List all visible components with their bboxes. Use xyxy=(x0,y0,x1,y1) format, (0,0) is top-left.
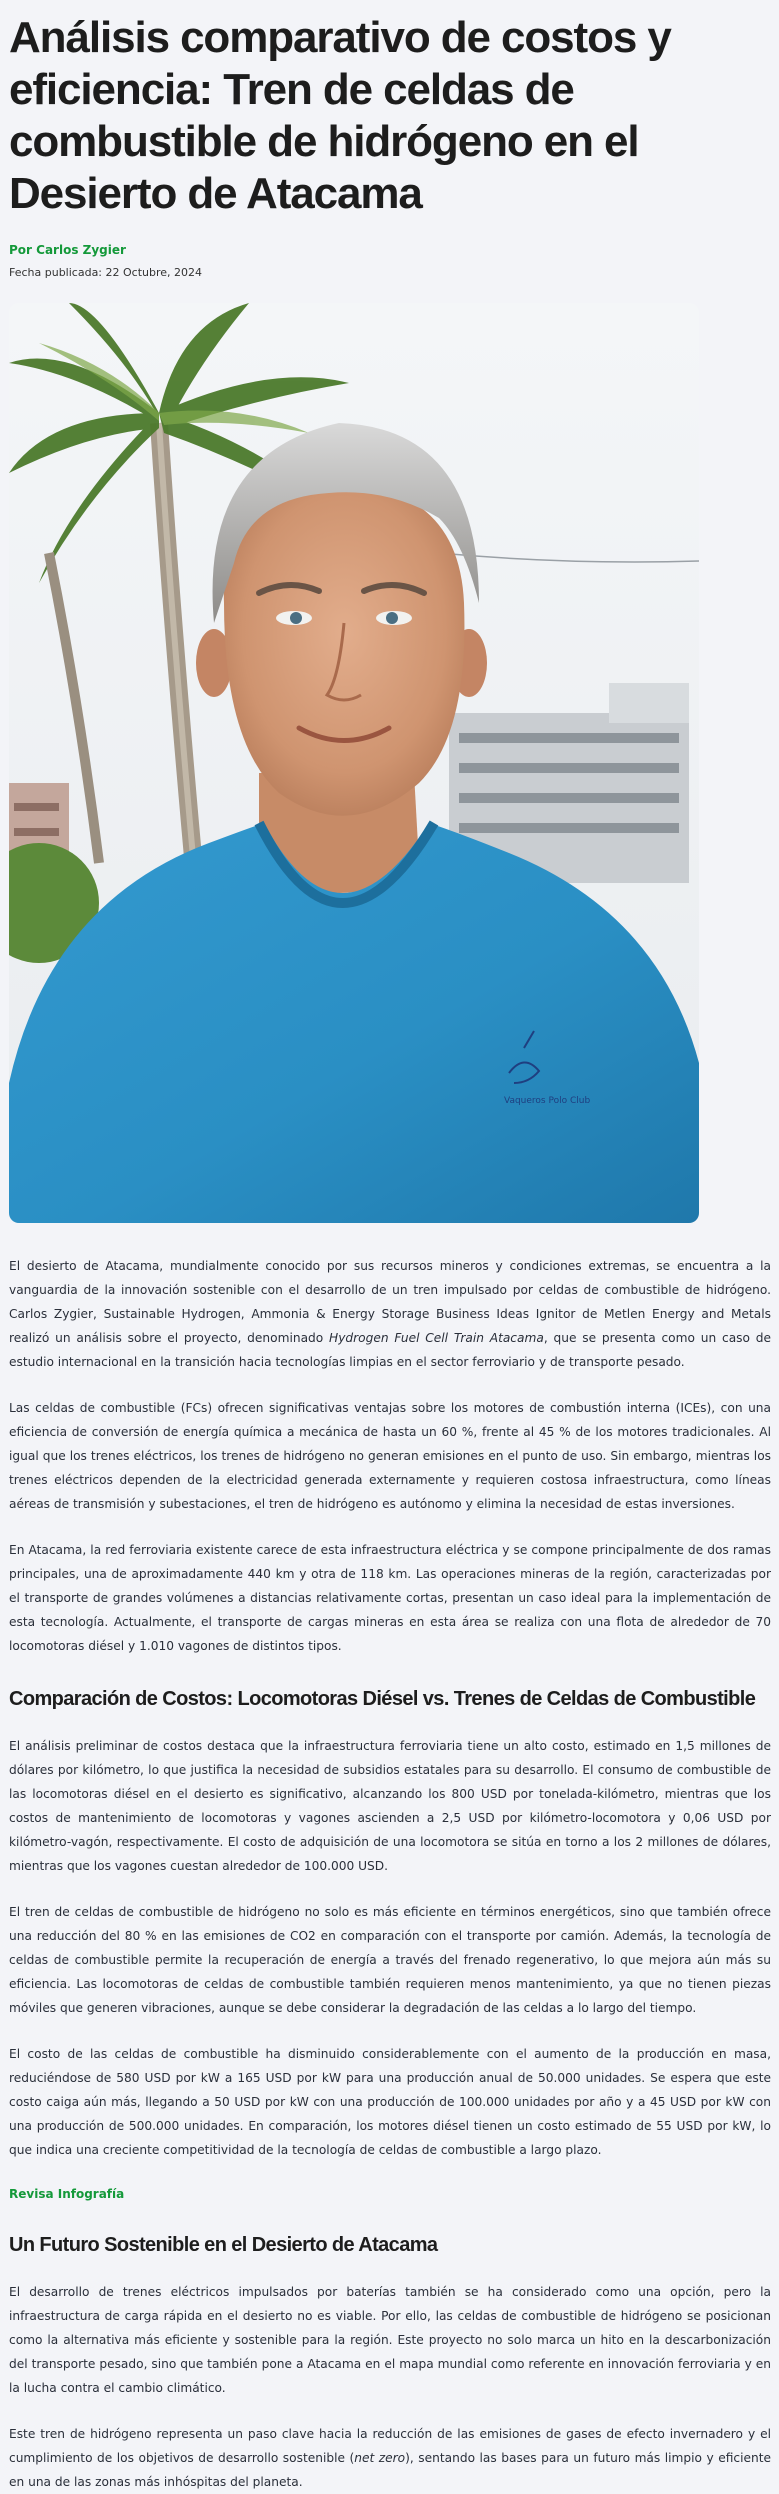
article-body xyxy=(9,1254,771,2494)
heading-sustainable-future: Un Futuro Sostenible en el Desierto de Atacama xyxy=(9,2234,438,2256)
publish-date: Fecha publicada: 22 Octubre, 2024 xyxy=(9,266,203,279)
paragraph-intro-text-a: El desierto de Atacama, mundialmente conocido por sus recursos mineros y condiciones extremas, se encuentra a la vanguardia de la innovación sostenible con el desarrollo de un tren impulsado por celdas de combustible de hidrógeno. Carlos Zygier, Sustainable Hydrogen, Ammonia & Energy Storage Business Ideas Ignitor de Metlen Energy and Metals realizó un análisis sobre el proyecto, denominado xyxy=(9,1259,771,1345)
article-author[interactable]: Por Carlos Zygier xyxy=(9,243,126,257)
paragraph-efficiency: El tren de celdas de combustible de hidrógeno no solo es más eficiente en términos energéticos, sino que también ofrece una reducción del 80 % en las emisiones de CO2 en comparación con el transporte por camión. Además, la tecnología de celdas de combustible permite la recuperación de energía a través del frenado regenerativo, lo que mejora aún más su eficiencia. Las locomotoras de celdas de combustible también requieren menos mantenimiento, ya que no tienen piezas móviles que generen vibraciones, aunque se debe considerar la degradación de las celdas a lo largo del tiempo. xyxy=(9,1905,771,2015)
paragraph-intro xyxy=(9,1254,771,1374)
project-name: Hydrogen Fuel Cell Train Atacama xyxy=(329,1331,544,1345)
shirt-logo-small: Vaqueros Polo Club xyxy=(504,1096,591,1106)
paragraph-fuel-cells: Las celdas de combustible (FCs) ofrecen significativas ventajas sobre los motores de combustión interna (ICEs), con una eficiencia de conversión de energía química a mecánica de hasta un 60 %, frente al 45 % de los motores tradicionales. Al igual que los trenes eléctricos, los trenes de hidrógeno no generan emisiones en el punto de uso. Sin embargo, mientras los trenes eléctricos dependen de la electricidad generada externamente y requieren costosa infraestructura, como líneas aéreas de transmisión y subestaciones, el tren de hidrógeno es autónomo y elimina la necesidad de estas inversiones. xyxy=(9,1401,771,1511)
paragraph-conclusion xyxy=(9,2422,771,2494)
paragraph-conclusion-text-b: ), sentando las bases para un futuro más limpio y eficiente en una de las zonas más inhóspitas del planeta. xyxy=(9,2451,771,2489)
net-zero-term: net zero xyxy=(354,2451,406,2465)
paragraph-conclusion-text-a: Este tren de hidrógeno representa un paso clave hacia la reducción de las emisiones de gases de efecto invernadero y el cumplimiento de los objetivos de desarrollo sostenible ( xyxy=(9,2427,771,2465)
paragraph-cost-analysis: El análisis preliminar de costos destaca que la infraestructura ferroviaria tiene un alto costo, estimado en 1,5 millones de dólares por kilómetro, lo que justifica la necesidad de subsidios estatales para su desarrollo. El consumo de combustible de las locomotoras diésel en el desierto es significativo, alcanzando los 800 USD por tonelada-kilómetro, mientras que los costos de mantenimiento de locomotoras y vagones ascienden a 2,5 USD por kilómetro-locomotora y 0,06 USD por kilómetro-vagón, respectivamente. El costo de adquisición de una locomotora se sitúa en torno a los 2 millones de dólares, mientras que los vagones cuestan alrededor de 100.000 USD. xyxy=(9,1739,771,1873)
paragraph-atacama-network: En Atacama, la red ferroviaria existente carece de esta infraestructura eléctrica y se compone principalmente de dos ramas principales, una de aproximadamente 440 km y otra de 118 km. Las operaciones mineras de la región, caracterizadas por el transporte de grandes volúmenes a distancias relativamente cortas, presentan un caso ideal para la implementación de esta tecnología. Actualmente, el transporte de cargas mineras en esta área se realiza con una flota de alrededor de 70 locomotoras diésel y 1.010 vagones de distintos tipos. xyxy=(9,1543,771,1653)
paragraph-battery-option: El desarrollo de trenes eléctricos impulsados por baterías también se ha considerado como una opción, pero la infraestructura de carga rápida en el desierto no es viable. Por ello, las celdas de combustible de hidrógeno se posicionan como la alternativa más eficiente y sostenible para la región. Este proyecto no solo marca un hito en la descarbonización del transporte pesado, sino que también pone a Atacama en el mapa mundial como referente en innovación ferroviaria y en la lucha contra el cambio climático. xyxy=(9,2285,771,2395)
paragraph-intro-text-b: , que se presenta como un caso de estudio internacional en la transición hacia tecnologías limpias en el sector ferroviario y de transporte pesado. xyxy=(9,1331,771,1369)
author-photo xyxy=(9,303,699,1223)
paragraph-fuel-cell-costs: El costo de las celdas de combustible ha disminuido considerablemente con el aumento de la producción en masa, reduciéndose de 580 USD por kW a 165 USD por kW para una producción anual de 50.000 unidades. Se espera que este costo caiga aún más, llegando a 50 USD por kW con una producción de 100.000 unidades por año y a 45 USD por kW con una producción de 500.000 unidades. En comparación, los motores diésel tienen un costo estimado de 55 USD por kW, lo que indica una creciente competitividad de la tecnología de celdas de combustible a largo plazo. xyxy=(9,2047,771,2157)
infographic-link[interactable]: Revisa Infografía xyxy=(9,2187,125,2201)
article-title: Análisis comparativo de costos y eficiencia: Tren de celdas de combustible de hidrógeno en el Desierto de Atacama xyxy=(9,13,671,218)
heading-cost-comparison: Comparación de Costos: Locomotoras Diésel vs. Trenes de Celdas de Combustible xyxy=(9,1688,756,1710)
